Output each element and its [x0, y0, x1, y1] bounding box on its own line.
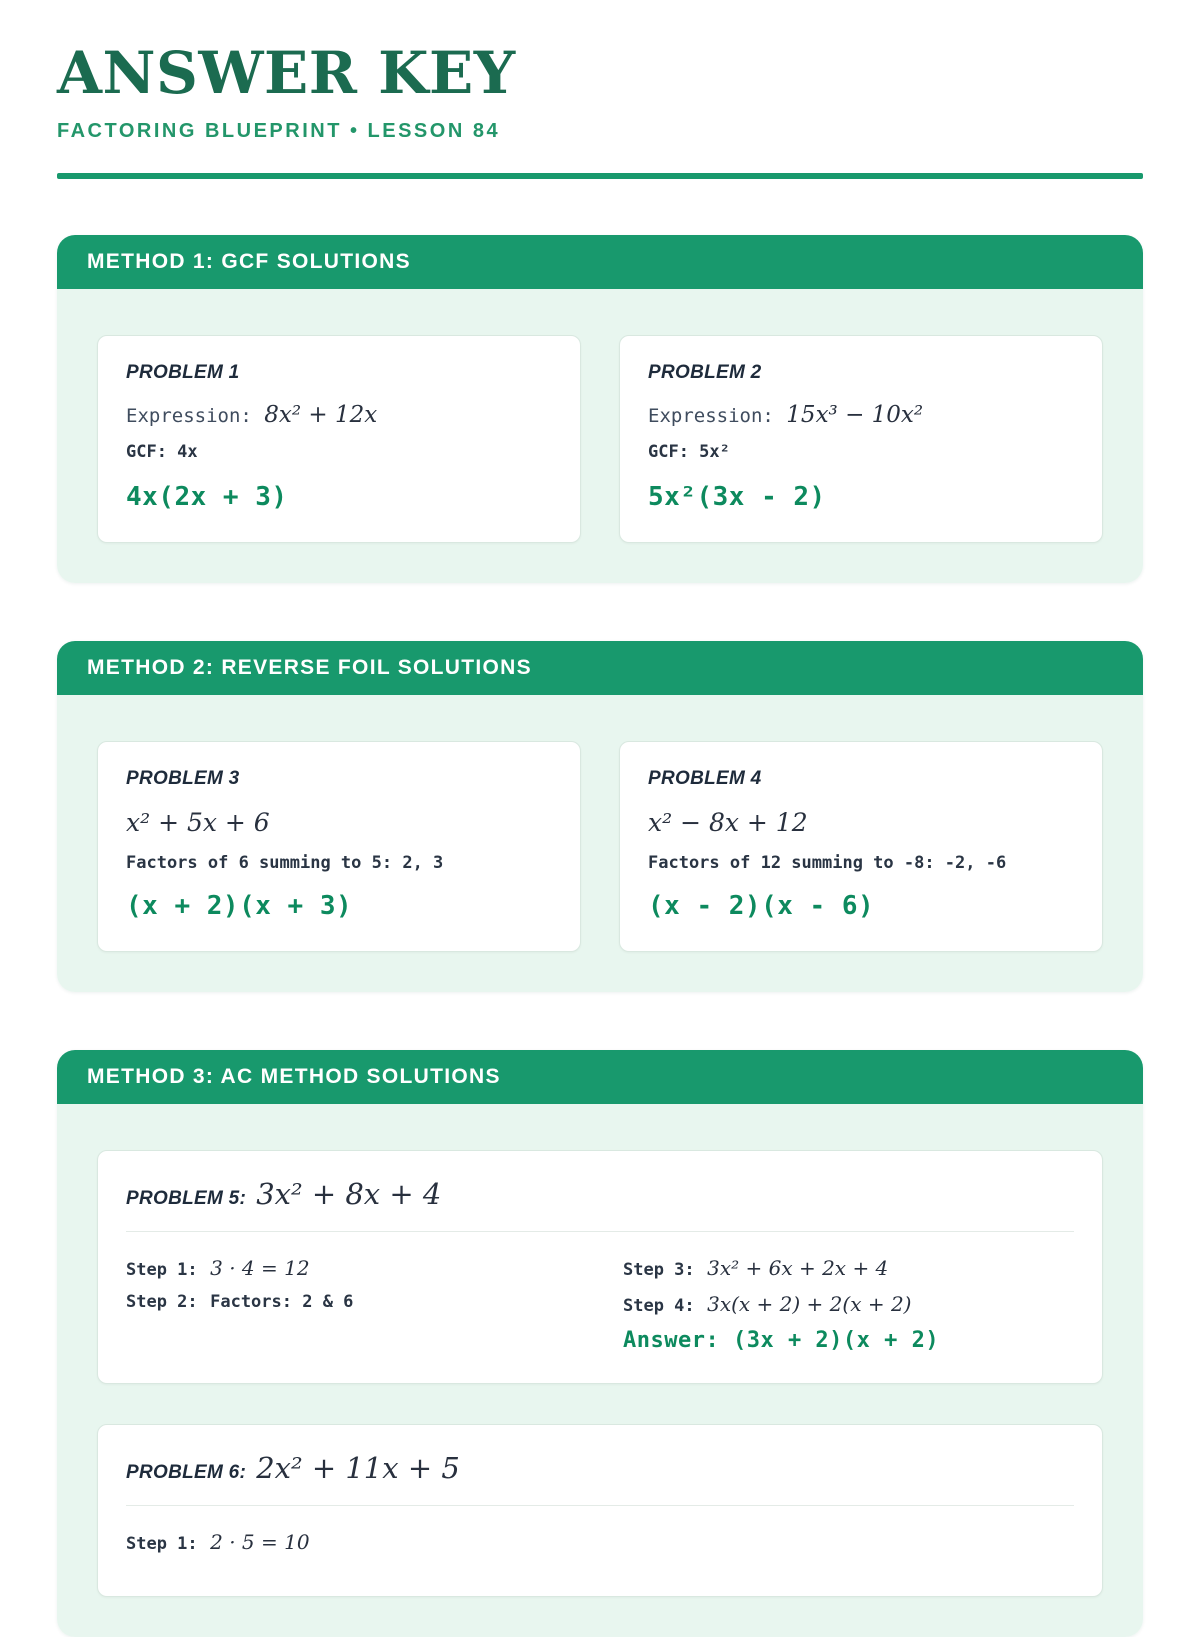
problem-5-steps-right: [623, 1256, 1074, 1353]
problem-3-expression-line: [126, 808, 552, 837]
method-1-body: [57, 289, 1143, 583]
problem-card-2: [619, 335, 1103, 543]
method-3-cards: [97, 1150, 1103, 1597]
problem-3-label: PROBLEM 3: [126, 768, 240, 789]
step-2-label: Step 2:: [126, 1292, 198, 1312]
problem-5-answer: Answer: (3x + 2)(x + 2): [623, 1328, 940, 1353]
step-row: [623, 1256, 1074, 1280]
problem-6-expression: 2x² + 11x + 5: [256, 1451, 460, 1485]
step-row: [126, 1256, 577, 1280]
page-title: ANSWER KEY: [57, 39, 516, 107]
step-4-label: Step 4:: [623, 1296, 695, 1316]
problem-1-expression-line: [126, 402, 552, 428]
problem-3-expression: x² + 5x + 6: [126, 808, 270, 837]
problem-2-expression-line: [648, 402, 1074, 428]
card-divider: [126, 1505, 1074, 1506]
step-4-math: 3x(x + 2) + 2(x + 2): [707, 1292, 912, 1316]
problem-2-answer: 5x²(3x - 2): [648, 482, 826, 512]
step-row: [623, 1292, 1074, 1316]
problem-1-label: PROBLEM 1: [126, 362, 240, 383]
method-2-body: [57, 695, 1143, 992]
problem-card-6: [97, 1424, 1103, 1597]
problem-6-steps-left: [126, 1530, 577, 1566]
problem-4-label: PROBLEM 4: [648, 768, 762, 789]
problem-2-label: PROBLEM 2: [648, 362, 762, 383]
step-row: [126, 1292, 577, 1312]
problem-1-gcf: GCF: 4x: [126, 442, 198, 462]
card-divider: [126, 1231, 1074, 1232]
problem-5-steps-left: [126, 1256, 577, 1324]
problem-4-expression-line: [648, 808, 1074, 837]
method-1-cards: [97, 335, 1103, 543]
problem-card-1: [97, 335, 581, 543]
problem-4-expression: x² − 8x + 12: [648, 808, 808, 837]
page-subtitle: FACTORING BLUEPRINT • LESSON 84: [57, 120, 501, 142]
step-1-math: 3 · 4 = 12: [210, 1256, 310, 1280]
problem-5-label: PROBLEM 5:: [126, 1188, 247, 1209]
method-3-body: [57, 1104, 1143, 1637]
section-method-1: [57, 235, 1143, 583]
expression-label: Expression:: [648, 405, 774, 427]
method-1-header: METHOD 1: GCF SOLUTIONS: [57, 235, 1143, 289]
problem-card-3: [97, 741, 581, 952]
step-3-math: 3x² + 6x + 2x + 4: [707, 1256, 889, 1280]
method-3-header: METHOD 3: AC METHOD SOLUTIONS: [57, 1050, 1143, 1104]
problem-4-answer: (x - 2)(x - 6): [648, 891, 875, 921]
method-2-cards: [97, 741, 1103, 952]
problem-5-title-row: [126, 1177, 1074, 1211]
step-1-math: 2 · 5 = 10: [210, 1530, 310, 1554]
problem-3-hint: Factors of 6 summing to 5: 2, 3: [126, 853, 444, 873]
problem-5-expression: 3x² + 8x + 4: [256, 1177, 442, 1211]
step-1-label: Step 1:: [126, 1534, 198, 1554]
step-1-label: Step 1:: [126, 1260, 198, 1280]
method-2-header: METHOD 2: REVERSE FOIL SOLUTIONS: [57, 641, 1143, 695]
problem-card-5: [97, 1150, 1103, 1384]
problem-1-expression: 8x² + 12x: [264, 402, 378, 428]
problem-3-answer: (x + 2)(x + 3): [126, 891, 353, 921]
problem-6-title-row: [126, 1451, 1074, 1485]
problem-card-4: [619, 741, 1103, 952]
step-3-label: Step 3:: [623, 1260, 695, 1280]
problem-5-steps: [126, 1256, 1074, 1353]
section-method-3: [57, 1050, 1143, 1637]
problem-6-steps: [126, 1530, 1074, 1566]
problem-1-answer: 4x(2x + 3): [126, 482, 288, 512]
step-row: [126, 1530, 577, 1554]
problem-4-hint: Factors of 12 summing to -8: -2, -6: [648, 853, 1007, 873]
section-method-2: [57, 641, 1143, 992]
header-rule: [57, 173, 1143, 179]
problem-2-expression: 15x³ − 10x²: [786, 402, 924, 428]
problem-2-gcf: GCF: 5x²: [648, 442, 730, 462]
step-2-text: Factors: 2 & 6: [210, 1292, 354, 1312]
expression-label: Expression:: [126, 405, 252, 427]
problem-6-label: PROBLEM 6:: [126, 1462, 247, 1483]
